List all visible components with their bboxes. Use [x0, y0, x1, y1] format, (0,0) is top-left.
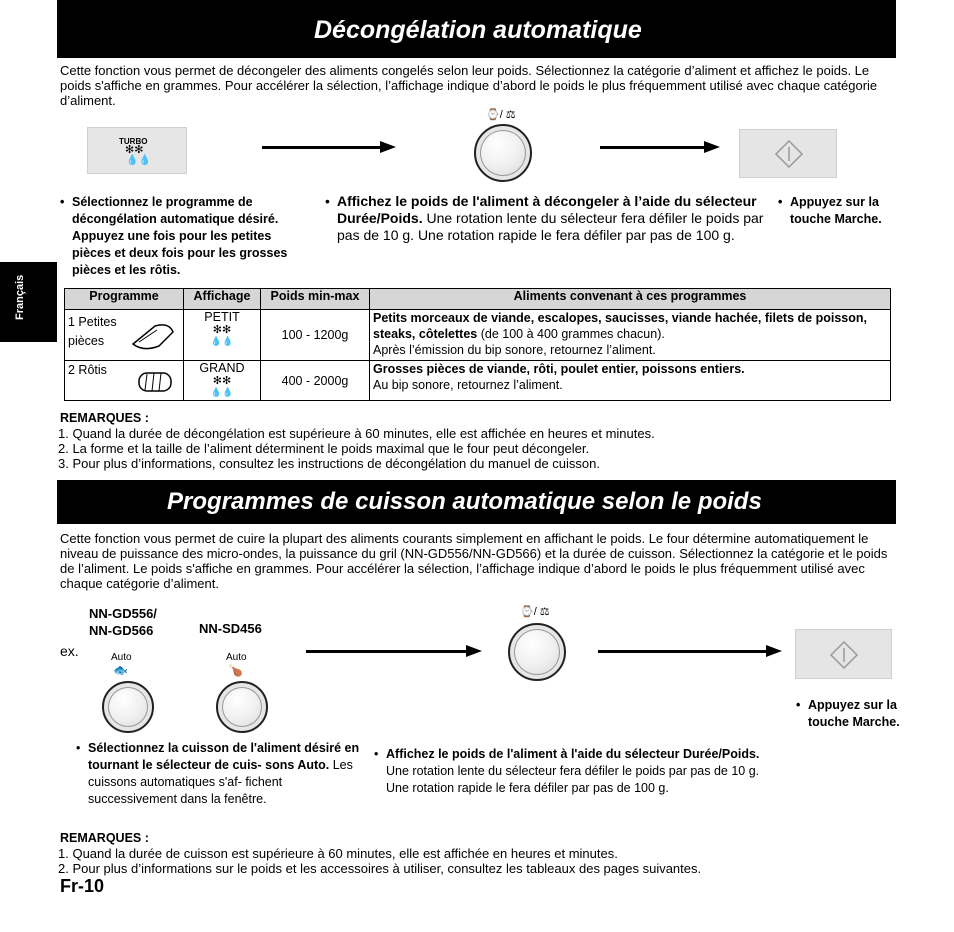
water-drops-icon: 💧💧 — [210, 336, 234, 346]
start-diamond-icon — [829, 640, 859, 670]
roast-icon — [135, 369, 175, 395]
remark-item: 2. La forme et la taille de l’aliment déterminent le poids maximal que le four peut décongeler. — [58, 441, 590, 456]
table-row — [65, 310, 891, 361]
start-button[interactable] — [795, 629, 892, 679]
remark-item: 1. Quand la durée de cuisson est supérieure à 60 minutes, elle est affichée en heures et minutes. — [58, 846, 618, 861]
remarks-title: REMARQUES : — [60, 411, 149, 425]
defrost-program-table — [64, 288, 891, 401]
meat-piece-icon — [129, 320, 177, 352]
table-header: Aliments convenant à ces programmes — [370, 289, 891, 310]
section-title: Décongélation automatique — [314, 16, 642, 44]
arrow-right-icon — [306, 650, 468, 653]
auto-food-icon: 🐟 — [113, 663, 128, 677]
step2-instruction: • Affichez le poids de l'aliment à l'aide du sélecteur Durée/Poids. Une rotation lente du sélecteur fera défiler le poids par pas de 10 g. Une rotation rapide le fera défiler par pas de 100 g. — [374, 747, 760, 795]
step1-instruction: • Sélectionnez le programme de décongélation automatique désiré. Appuyez une fois pour les petites pièces et deux fois pour les grosses pièces et les rôtis. — [60, 195, 288, 277]
weight-cell: 400 - 2000g — [261, 361, 370, 401]
snowflake-icon: ✻✻ — [212, 324, 232, 336]
model-label-solo: NN-SD456 — [199, 621, 262, 636]
turbo-defrost-button[interactable] — [87, 127, 187, 174]
section-intro: Cette fonction vous permet de cuire la plupart des aliments courants simplement en affichant le poids. Le four détermine automatiquement le niveau de puissance des micro-ondes, la puissance du gril (NN-GD556/NN-GD566) et la durée de cuisson. Sélectionnez la catégorie et le poids de l’aliment. Le poids s'affiche en grammes. Pour accélérer la sélection, l’affichage indique d’abord le poids le plus fréquemment utilisé avec chaque catégorie d’aliment. — [60, 531, 888, 591]
example-label: ex. — [60, 643, 79, 659]
time-weight-label: ⌚/ ⚖ — [486, 109, 516, 121]
table-header: Affichage — [184, 289, 261, 310]
water-drops-icon: 💧💧 — [210, 387, 234, 397]
table-header: Programme — [65, 289, 184, 310]
arrow-right-icon — [598, 650, 768, 653]
time-weight-dial[interactable] — [474, 124, 532, 182]
arrow-right-icon — [262, 146, 382, 149]
step1-instruction: • Sélectionnez la cuisson de l'aliment désiré en tournant le sélecteur de cuis- sons Auto. Les cuissons automatiques s'af- fichent successivement dans la fenêtre. — [76, 741, 360, 806]
remark-item: 1. Quand la durée de décongélation est supérieure à 60 minutes, elle est affichée en heures et minutes. — [58, 426, 655, 441]
auto-label: Auto — [111, 652, 132, 663]
auto-label: Auto — [226, 652, 247, 663]
remarks-title: REMARQUES : — [60, 831, 149, 845]
time-weight-label: ⌚/ ⚖ — [520, 606, 550, 618]
remarks-block — [60, 831, 900, 876]
table-header: Poids min-max — [261, 289, 370, 310]
weight-cell: 100 - 1200g — [261, 310, 370, 361]
display-cell: PETIT ✻✻ 💧💧 — [184, 310, 261, 361]
start-diamond-icon — [774, 139, 804, 169]
language-tab-label: Français — [14, 274, 26, 320]
auto-food-icon: 🍗 — [228, 663, 243, 677]
start-button[interactable] — [739, 129, 837, 178]
language-tab — [0, 262, 57, 342]
step3-instruction: • Appuyez sur la touche Marche. — [778, 195, 882, 226]
section-title: Programmes de cuisson automatique selon le poids — [167, 488, 762, 515]
section-title-banner — [57, 0, 896, 58]
snowflake-icon: ✻✻ — [125, 144, 144, 156]
remark-item: 2. Pour plus d’informations sur le poids et les accessoires à utiliser, consultez les tableaux des pages suivantes. — [58, 861, 702, 876]
section-title-banner — [57, 480, 896, 524]
display-cell: GRAND ✻✻ 💧💧 — [184, 361, 261, 401]
auto-cook-dial-grill[interactable] — [102, 681, 154, 733]
page-number: Fr-10 — [60, 876, 105, 896]
snowflake-icon: ✻✻ — [212, 375, 232, 387]
table-row — [65, 361, 891, 401]
arrow-right-icon — [600, 146, 706, 149]
foods-cell: Petits morceaux de viande, escalopes, saucisses, viande hachée, filets de poisson, steaks, côtelettes (de 100 à 400 grammes chacun). Après l’émission du bip sonore, retournez l’aliment. — [370, 310, 891, 361]
program-cell: 2 Rôtis — [65, 361, 184, 401]
time-weight-dial[interactable] — [508, 623, 566, 681]
turbo-label: TURBO — [119, 137, 148, 146]
step3-instruction: • Appuyez sur la touche Marche. — [796, 698, 900, 729]
step2-instruction: • Affichez le poids de l'aliment à décongeler à l’aide du sélecteur Durée/Poids. Une rotation lente du sélecteur fera défiler le poids par pas de 10 g. Une rotation rapide le fera défiler par pas de 100 g. — [325, 193, 764, 243]
model-label-grill: NN-GD556/ NN-GD566 — [89, 606, 157, 638]
section-intro: Cette fonction vous permet de décongeler des aliments congelés selon leur poids. Sélectionnez la catégorie d’aliment et affichez le poids. Le poids s'affiche en grammes. Pour accélérer la sélection, l’affichage indique d’abord le poids le plus fréquemment utilisé avec chaque catégorie d’aliment. — [60, 63, 878, 108]
remark-item: 3. Pour plus d’informations, consultez les instructions de décongélation du manuel de cuisson. — [58, 456, 600, 471]
remarks-block — [60, 411, 900, 471]
foods-cell: Grosses pièces de viande, rôti, poulet entier, poissons entiers. Au bip sonore, retournez l’aliment. — [370, 361, 891, 401]
table-header-row — [65, 289, 891, 310]
program-cell: 1 Petites pièces — [65, 310, 184, 361]
water-drops-icon: 💧💧 — [126, 155, 151, 166]
auto-cook-dial-solo[interactable] — [216, 681, 268, 733]
